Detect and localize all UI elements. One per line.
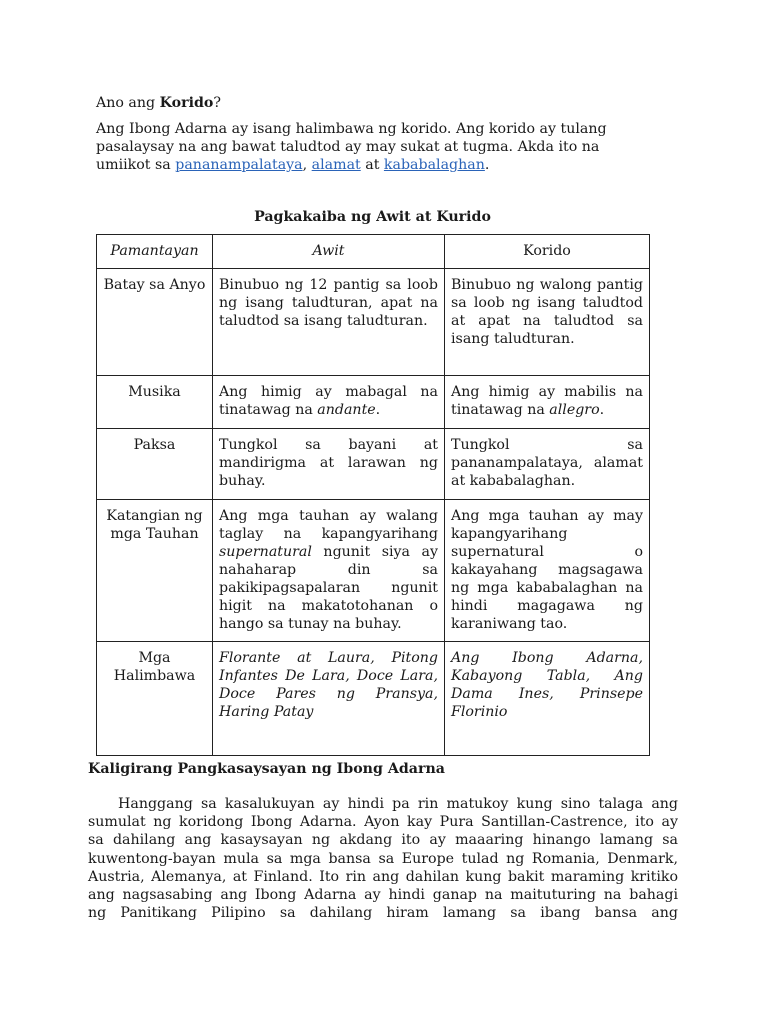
table-header-row <box>97 235 650 269</box>
awit-text: Ang himig ay mabagal na tinatawag na <box>219 384 438 418</box>
awit-term: supernatural <box>219 544 312 560</box>
awit-cell: Tungkol sa bayani at mandirigma at larawan ng buhay. <box>213 429 445 500</box>
awit-text: Ang mga tauhan ay walang taglay na kapangyarihang <box>219 508 438 542</box>
question-term: Korido <box>159 95 214 111</box>
criterion-cell: Katangian ng mga Tauhan <box>97 500 213 642</box>
comparison-table <box>96 234 650 756</box>
intro-line-3 <box>96 156 680 174</box>
link-pananampalataya[interactable]: pananampalataya <box>175 157 303 173</box>
criterion-cell: Paksa <box>97 429 213 500</box>
korido-cell: Tungkol sa pananampalataya, alamat at kababalaghan. <box>445 429 650 500</box>
korido-cell: Ang Ibong Adarna, Kabayong Tabla, Ang Dama Ines, Prinsepe Florinio <box>445 642 650 756</box>
awit-rest: ngunit siya ay nahaharap din sa pakikipagsapalaran ngunit higit na makatotohanan o hango sa tunay na buhay. <box>219 544 438 632</box>
table-row <box>97 500 650 642</box>
table-row <box>97 642 650 756</box>
body-line: Austria, Alemanya, at Finland. Ito rin ang dahilan kung bakit maraming kritiko <box>88 868 678 885</box>
intro-line-1: Ang Ibong Adarna ay isang halimbawa ng korido. Ang korido ay tulang <box>96 121 607 137</box>
criterion-cell: Batay sa Anyo <box>97 269 213 376</box>
intro-end: . <box>484 157 490 173</box>
awit-cell: Binubuo ng 12 pantig sa loob ng isang taludturan, apat na taludtod sa isang taludturan. <box>213 269 445 376</box>
awit-term: andante <box>317 402 376 418</box>
table-row <box>97 429 650 500</box>
korido-text: Ang himig ay mabilis na tinatawag na <box>451 384 643 418</box>
korido-term: allegro <box>549 402 600 418</box>
body-line: sa dahilang ang kasaysayan ng akdang ito ay maaaring hinango lamang sa <box>88 832 678 849</box>
table-row <box>97 269 650 376</box>
awit-cell <box>213 376 445 429</box>
body-line: ng Panitikang Pilipino sa dahilang hiram lamang sa ibang bansa ang <box>88 905 678 922</box>
body-line: Hanggang sa kasalukuyan ay hindi pa rin matukoy kung sino talaga ang <box>118 796 678 812</box>
body-paragraph <box>88 795 678 922</box>
korido-end: . <box>599 402 605 418</box>
question-heading <box>96 94 676 112</box>
awit-cell: Florante at Laura, Pitong Infantes De Lara, Doce Lara, Doce Pares ng Pransya, Haring Patay <box>213 642 445 756</box>
link-kababalaghan[interactable]: kababalaghan <box>383 157 485 173</box>
link-alamat[interactable]: alamat <box>311 157 361 173</box>
intro-line-3-prefix: umiikot sa <box>96 157 176 173</box>
question-suffix: ? <box>213 95 221 111</box>
intro-sep-2: at <box>360 157 384 173</box>
table-title: Pagkakaiba ng Awit at Kurido <box>254 209 491 225</box>
section-heading: Kaligirang Pangkasaysayan ng Ibong Adarna <box>88 761 445 777</box>
body-line: kuwentong-bayan mula sa mga bansa sa Europe tulad ng Romania, Denmark, <box>88 850 678 867</box>
header-korido: Korido <box>445 235 650 269</box>
intro-sep-1: , <box>302 157 312 173</box>
korido-cell: Binubuo ng walong pantig sa loob ng isang taludtod at apat na taludtod sa isang taludturan. <box>445 269 650 376</box>
header-pamantayan: Pamantayan <box>97 235 213 269</box>
awit-end: . <box>375 402 381 418</box>
korido-cell: Ang mga tauhan ay may kapangyarihang supernatural o kakayahang magsagawa ng mga kababalaghan na hindi magagawa ng karaniwang tao. <box>445 500 650 642</box>
body-line: sumulat ng koridong Ibong Adarna. Ayon kay Pura Santillan-Castrence, ito ay <box>88 814 678 831</box>
criterion-cell: Musika <box>97 376 213 429</box>
table-row <box>97 376 650 429</box>
intro-line-2: pasalaysay na ang bawat taludtod ay may sukat at tugma. Akda ito na <box>96 139 600 155</box>
awit-cell <box>213 500 445 642</box>
criterion-cell: Mga Halimbawa <box>97 642 213 756</box>
korido-cell <box>445 376 650 429</box>
question-prefix: Ano ang <box>96 95 160 111</box>
intro-paragraph <box>96 120 680 174</box>
header-awit: Awit <box>213 235 445 269</box>
body-line: ang nagsasabing ang Ibong Adarna ay hindi ganap na maituturing na bahagi <box>88 887 678 904</box>
